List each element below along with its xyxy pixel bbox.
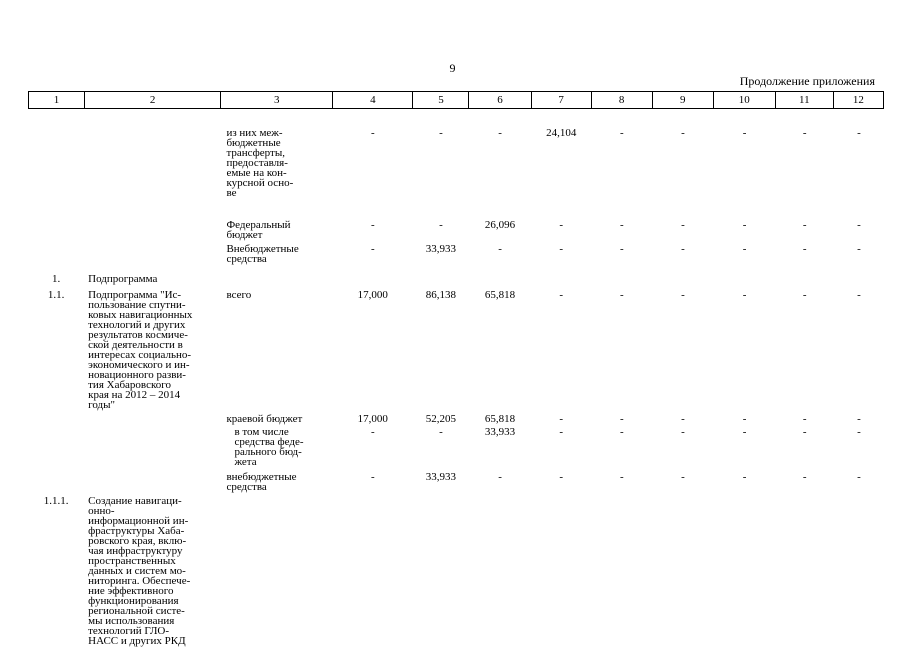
- row-number: 1.1.: [47, 289, 65, 301]
- value-cell: -: [619, 413, 624, 425]
- row-number: 1.: [51, 273, 61, 285]
- value-cell: [652, 274, 713, 290]
- value-cell: -: [439, 426, 443, 438]
- value-cell: -: [498, 127, 502, 139]
- value-cell: -: [439, 127, 443, 139]
- value-cell: -: [559, 243, 564, 255]
- value-cell: -: [857, 289, 861, 301]
- value-cell: 26,096: [484, 219, 516, 231]
- row-number: 1.1.1.: [43, 495, 69, 507]
- column-header: 7: [531, 92, 591, 109]
- table-row: [28, 427, 884, 472]
- value-cell: -: [681, 289, 685, 301]
- row-name: [84, 472, 220, 496]
- value-cell: -: [619, 127, 624, 139]
- value-cell: [776, 496, 834, 646]
- value-cell: -: [681, 219, 685, 231]
- value-cell: -: [742, 471, 747, 483]
- value-cell: -: [681, 127, 685, 139]
- column-header: 11: [775, 92, 833, 109]
- table-row: [28, 128, 884, 220]
- row-number: [28, 244, 84, 274]
- column-header: 5: [413, 92, 469, 109]
- value-cell: -: [619, 243, 624, 255]
- value-cell: [531, 496, 591, 646]
- funding-source: внебюджетные средства: [226, 471, 297, 493]
- table-row: [28, 220, 884, 244]
- row-number: [28, 472, 84, 496]
- table-row: [28, 244, 884, 274]
- value-cell: -: [439, 219, 443, 231]
- data-table: [28, 128, 884, 646]
- value-cell: [469, 496, 531, 646]
- value-cell: [714, 274, 776, 290]
- funding-source: в том числе средства феде- рального бюд- жета: [234, 426, 304, 468]
- row-name: Подпрограмма "Ис- пользование спутни- ковых навигационных технологий и других результатов космиче- ской деятельности в интересах социально- экономического и ин- новационного разви- тия Хабаровского края на 2012 – 2014 годы": [88, 289, 193, 411]
- column-header: 8: [591, 92, 652, 109]
- value-cell: [531, 274, 591, 290]
- value-cell: -: [559, 471, 564, 483]
- value-cell: -: [802, 471, 807, 483]
- value-cell: -: [802, 243, 807, 255]
- value-cell: 33,933: [425, 243, 457, 255]
- column-header: 4: [333, 92, 413, 109]
- row-number: [28, 128, 84, 220]
- value-cell: [714, 496, 776, 646]
- row-name: [84, 414, 220, 427]
- value-cell: [413, 496, 469, 646]
- value-cell: 17,000: [357, 413, 388, 425]
- page-number: 9: [449, 61, 456, 75]
- value-cell: [776, 274, 834, 290]
- funding-source: краевой бюджет: [226, 413, 303, 425]
- value-cell: -: [559, 426, 564, 438]
- value-cell: -: [370, 243, 375, 255]
- table-row: [28, 414, 884, 427]
- value-cell: [834, 496, 884, 646]
- value-cell: 17,000: [357, 289, 388, 301]
- row-name: Создание навигаци- онно- информационной ин- фраструктуры Хаба- ровского края, вклю- чая инфраструктуру пространственных данных и систем мо- ниторинга. Обеспече- ние эффективного функционирования региональной систе- мы использования технологий ГЛО- НАСС и других РКД: [88, 495, 191, 647]
- continuation-label: Продолжение приложения: [739, 74, 875, 88]
- value-cell: [333, 274, 413, 290]
- funding-source: всего: [226, 289, 252, 301]
- value-cell: -: [370, 471, 375, 483]
- table-row: [28, 472, 884, 496]
- value-cell: -: [742, 127, 747, 139]
- row-number: [28, 427, 84, 472]
- value-cell: -: [498, 243, 502, 255]
- value-cell: -: [857, 219, 861, 231]
- row-name: [84, 244, 220, 274]
- value-cell: 33,933: [484, 426, 516, 438]
- value-cell: -: [802, 219, 807, 231]
- value-cell: 65,818: [484, 413, 516, 425]
- value-cell: -: [370, 127, 375, 139]
- value-cell: 33,933: [425, 471, 457, 483]
- value-cell: 65,818: [484, 289, 516, 301]
- column-header: 1: [29, 92, 85, 109]
- value-cell: -: [742, 289, 747, 301]
- value-cell: [413, 274, 469, 290]
- table-row: [28, 290, 884, 414]
- value-cell: -: [619, 289, 624, 301]
- row-name: [84, 220, 220, 244]
- value-cell: -: [802, 289, 807, 301]
- value-cell: -: [559, 219, 564, 231]
- value-cell: -: [802, 426, 807, 438]
- value-cell: -: [681, 471, 685, 483]
- value-cell: -: [681, 243, 685, 255]
- column-header: 12: [833, 92, 883, 109]
- value-cell: 86,138: [425, 289, 457, 301]
- value-cell: -: [857, 413, 861, 425]
- row-name: [84, 427, 220, 472]
- value-cell: -: [857, 471, 861, 483]
- column-header: 9: [652, 92, 713, 109]
- funding-source: Федеральный бюджет: [226, 219, 291, 241]
- value-cell: [591, 496, 652, 646]
- funding-source: из них меж- бюджетные трансферты, предоставля- емые на кон- курсной осно- ве: [226, 127, 294, 199]
- value-cell: [333, 496, 413, 646]
- value-cell: -: [370, 219, 375, 231]
- value-cell: -: [619, 219, 624, 231]
- value-cell: -: [742, 219, 747, 231]
- value-cell: -: [498, 471, 502, 483]
- value-cell: -: [370, 426, 375, 438]
- value-cell: 52,205: [425, 413, 457, 425]
- value-cell: -: [742, 426, 747, 438]
- value-cell: -: [681, 426, 685, 438]
- funding-source: [220, 274, 332, 290]
- value-cell: -: [857, 127, 861, 139]
- column-header-table: [28, 91, 884, 109]
- value-cell: -: [742, 413, 747, 425]
- value-cell: -: [857, 243, 861, 255]
- value-cell: -: [802, 413, 807, 425]
- column-header: 10: [713, 92, 775, 109]
- value-cell: [469, 274, 531, 290]
- value-cell: [834, 274, 884, 290]
- value-cell: [591, 274, 652, 290]
- value-cell: -: [857, 426, 861, 438]
- value-cell: -: [619, 426, 624, 438]
- funding-source: [220, 496, 332, 646]
- column-header: 3: [221, 92, 333, 109]
- value-cell: -: [681, 413, 685, 425]
- column-header: 6: [469, 92, 531, 109]
- value-cell: -: [619, 471, 624, 483]
- column-header: 2: [85, 92, 221, 109]
- table-row: [28, 496, 884, 646]
- value-cell: -: [802, 127, 807, 139]
- row-number: [28, 220, 84, 244]
- row-name: Подпрограмма: [88, 273, 158, 285]
- row-name: [84, 128, 220, 220]
- table-row: [28, 274, 884, 290]
- value-cell: -: [559, 289, 564, 301]
- value-cell: 24,104: [546, 127, 577, 139]
- value-cell: -: [559, 413, 564, 425]
- value-cell: -: [742, 243, 747, 255]
- value-cell: [652, 496, 713, 646]
- row-number: [28, 414, 84, 427]
- funding-source: Внебюджетные средства: [226, 243, 299, 265]
